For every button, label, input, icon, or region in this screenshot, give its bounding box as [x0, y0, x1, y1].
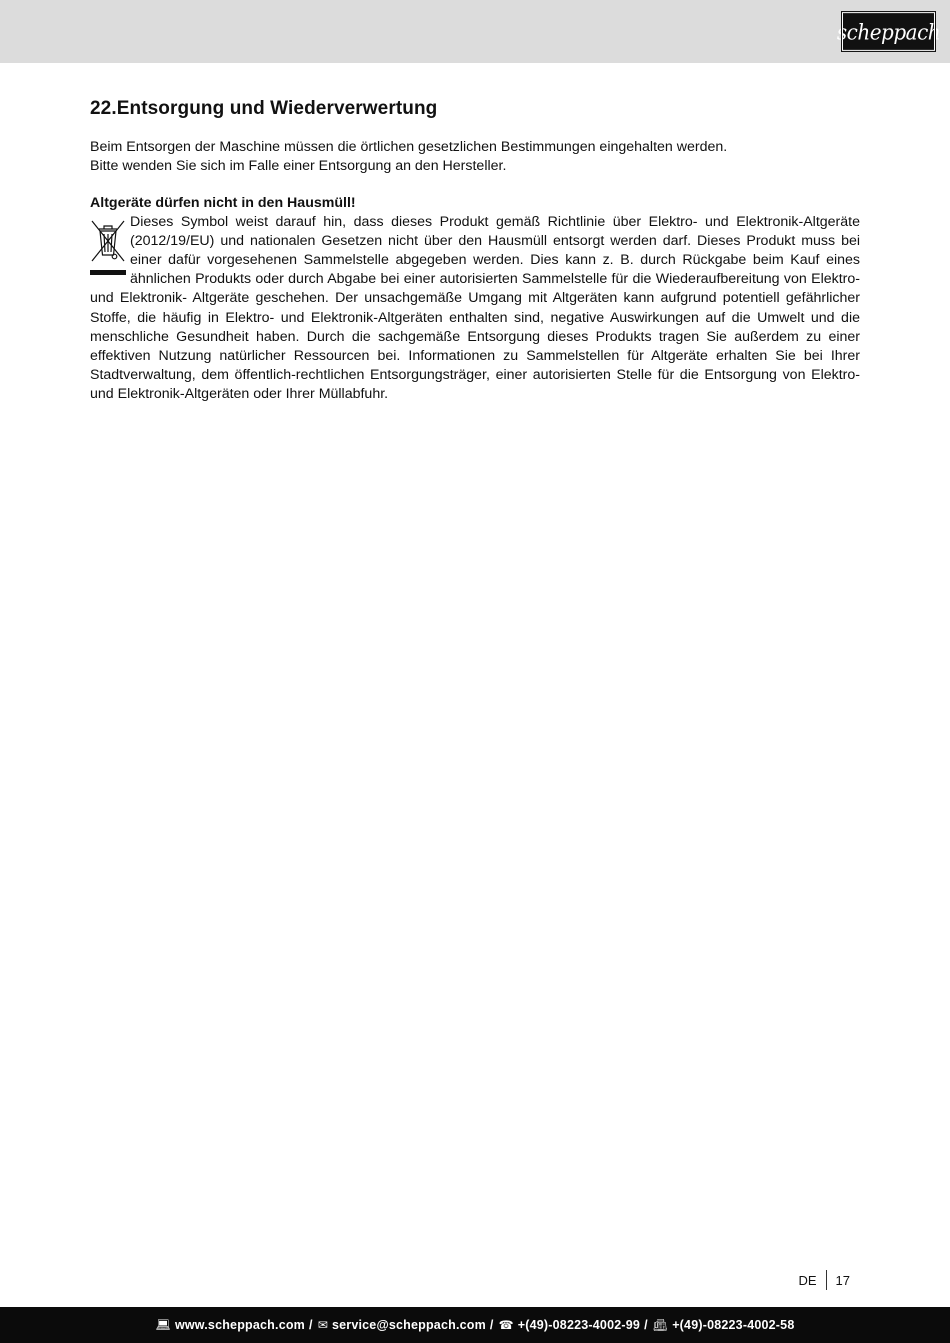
footer-separator: / [489, 1318, 494, 1332]
language-code: DE [798, 1272, 817, 1288]
weee-text: Dieses Symbol weist darauf hin, dass dieses Produkt gemäß Richtlinie über Elektro- und Elektronik-Altgeräte (2012/19/EU) und nationalen Gesetzen nicht über den Hausmüll entsorgt werden darf. Dieses Produkt muss bei einer dafür vorgesehenen Sammelstelle abgegeben werden. Dies kann z. B. durch Rückgabe beim Kauf eines ähnlichen Produkts oder durch Abgabe bei einer autorisierten Sammelstelle für die Wiederaufbereitung von Elektro- und Elektronik- Altgeräte geschehen. Der unsachgemäße Umgang mit Altgeräten kann aufgrund potentiell gefährlicher Stoffe, die häufig in Elektro- und Elektronik-Altgeräten enthalten sind, negative Auswirkungen auf die Umwelt und die menschliche Gesundheit haben. Durch die sachgemäße Entsorgung dieses Produkts tragen Sie außerdem zu einer effektiven Nutzung natürlicher Ressourcen bei. Informationen zu Sammelstellen für Altgeräte erhalten Sie bei Ihrer Stadtverwaltung, dem öffentlich-rechtlichen Entsorgungsträger, einer autorisierten Stelle für die Entsorgung von Elektro- und Elektronik-Altgeräten oder Ihrer Müllabfuhr. [90, 213, 860, 403]
footer-email[interactable]: service@scheppach.com [331, 1318, 486, 1332]
section-title: 22.Entsorgung und Wiederverwertung [90, 98, 438, 119]
footer-website[interactable]: www.scheppach.com [174, 1318, 305, 1332]
crossed-out-wheelie-bin-icon [90, 215, 126, 277]
contact-footer [0, 1307, 950, 1343]
intro-paragraph [90, 138, 860, 177]
footer-fax: +(49)-08223-4002-58 [672, 1318, 795, 1332]
computer-icon: 💻︎ [155, 1318, 171, 1332]
footer-separator: / [309, 1318, 313, 1332]
footer-phone: +(49)-08223-4002-99 [517, 1318, 641, 1332]
intro-line: Bitte wenden Sie sich im Falle einer Entsorgung an den Hersteller. [90, 158, 507, 175]
header-band [0, 0, 950, 63]
page-number: 17 [835, 1272, 850, 1288]
main-content [90, 96, 860, 405]
fax-icon: 📠︎ [652, 1318, 669, 1332]
page-identifier [798, 1270, 850, 1290]
page-id-divider [826, 1270, 827, 1290]
footer-separator: / [644, 1318, 648, 1332]
weee-subheading: Altgeräte dürfen nicht in den Hausmüll! [90, 194, 356, 211]
phone-icon: ☎︎ [498, 1318, 514, 1332]
brand-logo: scheppach [842, 12, 935, 51]
weee-notice [90, 213, 860, 405]
mail-icon: ✉︎ [317, 1318, 328, 1332]
intro-line: Beim Entsorgen der Maschine müssen die örtlichen gesetzlichen Bestimmungen eingehalten werden. [90, 139, 728, 155]
